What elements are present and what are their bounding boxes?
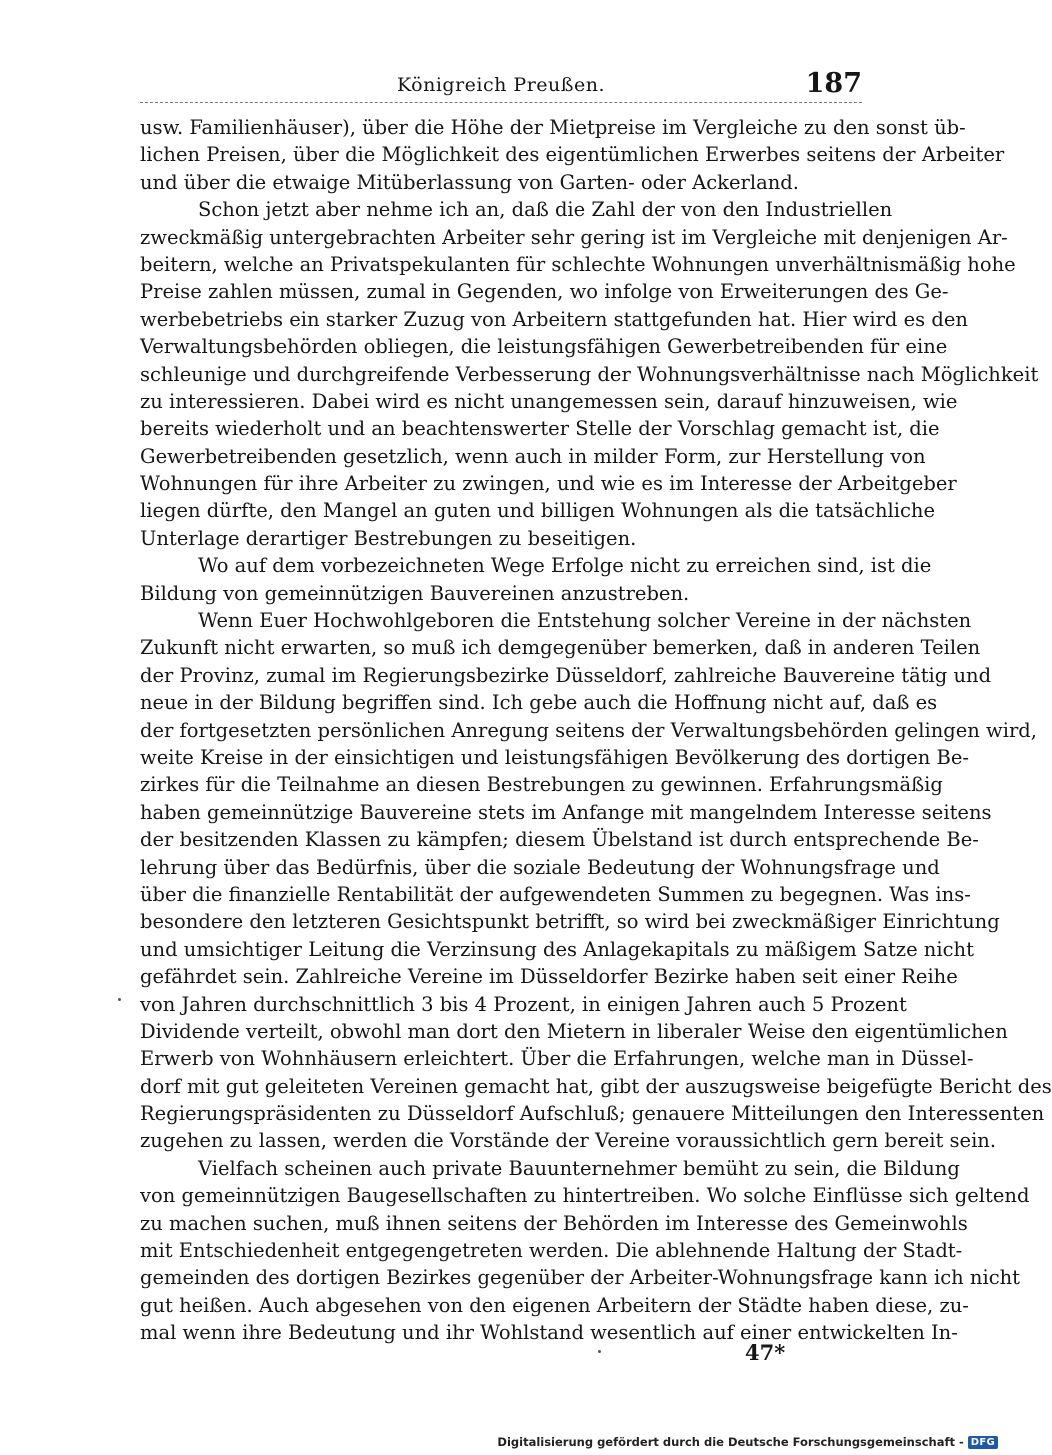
text-line: Vielfach scheinen auch private Bauunternehmer bemüht zu sein, die Bildung — [198, 1156, 960, 1180]
text-line: weite Kreise in der einsichtigen und leistungsfähigen Bevölkerung des dortigen Be- — [140, 745, 970, 769]
text-line: der Provinz, zumal im Regierungsbezirke Düsseldorf, zahlreiche Bauvereine tätig und — [140, 663, 992, 687]
text-line: und umsichtiger Leitung die Verzinsung des Anlagekapitals zu mäßigem Satze nicht — [140, 937, 974, 961]
text-line: haben gemeinnützige Bauvereine stets im Anfange mit mangelndem Interesse seitens — [140, 800, 992, 824]
running-title: Königreich Preußen. — [397, 74, 605, 96]
text-line: zugehen zu lassen, werden die Vorstände der Vereine voraussichtlich gern bereit sein. — [140, 1129, 997, 1153]
text-line: von Jahren durchschnittlich 3 bis 4 Prozent, in einigen Jahren auch 5 Prozent — [140, 992, 907, 1016]
text-line: Wenn Euer Hochwohlgeboren die Entstehung solcher Vereine in der nächsten — [198, 609, 972, 633]
text-line: der fortgesetzten persönlichen Anregung seitens der Verwaltungsbehörden gelingen wird, — [140, 718, 1037, 742]
text-line: bereits wiederholt und an beachtenswerter Stelle der Vorschlag gemacht ist, die — [140, 417, 940, 441]
text-line: zu interessieren. Dabei wird es nicht unangemessen sein, darauf hinzuweisen, wie — [140, 389, 958, 413]
text-line: zu machen suchen, muß ihnen seitens der Behörden im Interesse des Gemeinwohls — [140, 1211, 968, 1235]
text-line: Dividende verteilt, obwohl man dort den Mietern in liberaler Weise den eigentümlichen — [140, 1019, 1008, 1043]
signature-mark: 47* — [745, 1340, 786, 1365]
digitization-note: Digitalisierung gefördert durch die Deutsche Forschungsgemeinschaft - — [497, 1435, 964, 1449]
text-line: von gemeinnützigen Baugesellschaften zu hintertreiben. Wo solche Einflüsse sich geltend — [140, 1184, 1030, 1208]
text-line: mal wenn ihre Bedeutung und ihr Wohlstand wesentlich auf einer entwickelten In- — [140, 1321, 958, 1345]
text-line: Schon jetzt aber nehme ich an, daß die Zahl der von den Industriellen — [198, 198, 893, 222]
dfg-logo: DFG — [968, 1436, 998, 1449]
digitization-banner — [489, 1431, 1000, 1455]
text-line: Zukunft nicht erwarten, so muß ich demgegenüber bemerken, daß in anderen Teilen — [140, 636, 981, 660]
page-number: 187 — [805, 68, 862, 99]
text-line: Verwaltungsbehörden obliegen, die leistungsfähigen Gewerbetreibenden für eine — [140, 335, 948, 359]
text-line: Wohnungen für ihre Arbeiter zu zwingen, und wie es im Interesse der Arbeitgeber — [140, 472, 957, 496]
stray-ink-mark — [598, 1350, 601, 1353]
text-line: Wo auf dem vorbezeichneten Wege Erfolge nicht zu erreichen sind, ist die — [198, 554, 932, 578]
text-line: der besitzenden Klassen zu kämpfen; diesem Übelstand ist durch entsprechende Be- — [140, 828, 979, 852]
text-line: Unterlage derartiger Bestrebungen zu beseitigen. — [140, 526, 637, 550]
text-line: schleunige und durchgreifende Verbesserung der Wohnungsverhältnisse nach Möglichkeit — [140, 362, 1039, 386]
text-line: werbebetriebs ein starker Zuzug von Arbeitern stattgefunden hat. Hier wird es den — [140, 307, 968, 331]
text-line: zirkes für die Teilnahme an diesen Bestrebungen zu gewinnen. Erfahrungsmäßig — [140, 773, 943, 797]
text-line: lichen Preisen, über die Möglichkeit des eigentümlichen Erwerbes seitens der Arbeiter — [140, 143, 1005, 167]
text-line: Gewerbetreibenden gesetzlich, wenn auch in milder Form, zur Herstellung von — [140, 444, 926, 468]
text-line: und über die etwaige Mitüberlassung von Garten- oder Ackerland. — [140, 170, 799, 194]
text-line: lehrung über das Bedürfnis, über die soziale Bedeutung der Wohnungsfrage und — [140, 855, 940, 879]
text-line: über die finanzielle Rentabilität der aufgewendeten Summen zu begegnen. Was ins- — [140, 882, 971, 906]
text-line: zweckmäßig untergebrachten Arbeiter sehr gering ist im Vergleiche mit denjenigen Ar- — [140, 225, 1008, 249]
text-line: Regierungspräsidenten zu Düsseldorf Aufschluß; genauere Mitteilungen den Interessenten — [140, 1102, 1045, 1126]
page-header — [140, 70, 862, 104]
body-text — [140, 114, 1052, 1347]
text-line: mit Entschiedenheit entgegengetreten werden. Die ablehnende Haltung der Stadt- — [140, 1239, 963, 1263]
text-line: usw. Familienhäuser), über die Höhe der Mietpreise im Vergleiche zu den sonst üb- — [140, 116, 966, 139]
stray-ink-mark — [118, 998, 121, 1001]
text-line: dorf mit gut geleiteten Vereinen gemacht hat, gibt der auszugsweise beigefügte Bericht des — [140, 1074, 1052, 1098]
text-line: gemeinden des dortigen Bezirkes gegenüber der Arbeiter-Wohnungsfrage kann ich nicht — [140, 1266, 1021, 1290]
text-line: liegen dürfte, den Mangel an guten und billigen Wohnungen als die tatsächliche — [140, 499, 936, 523]
text-line: neue in der Bildung begriffen sind. Ich gebe auch die Hoffnung nicht auf, daß es — [140, 691, 938, 715]
text-line: besondere den letzteren Gesichtspunkt betrifft, so wird bei zweckmäßiger Einrichtung — [140, 910, 1000, 934]
text-line: beitern, welche an Privatspekulanten für schlechte Wohnungen unverhältnismäßig hohe — [140, 252, 1016, 276]
text-line: Erwerb von Wohnhäusern erleichtert. Über die Erfahrungen, welche man in Düssel- — [140, 1047, 974, 1071]
text-line: gut heißen. Auch abgesehen von den eigenen Arbeitern der Städte haben diese, zu- — [140, 1293, 969, 1317]
header-rule — [140, 102, 862, 103]
text-line: Preise zahlen müssen, zumal in Gegenden, wo infolge von Erweiterungen des Ge- — [140, 280, 949, 304]
text-line: gefährdet sein. Zahlreiche Vereine im Düsseldorfer Bezirke haben seit einer Reihe — [140, 965, 958, 989]
text-line: Bildung von gemeinnützigen Bauvereinen anzustreben. — [140, 581, 690, 605]
